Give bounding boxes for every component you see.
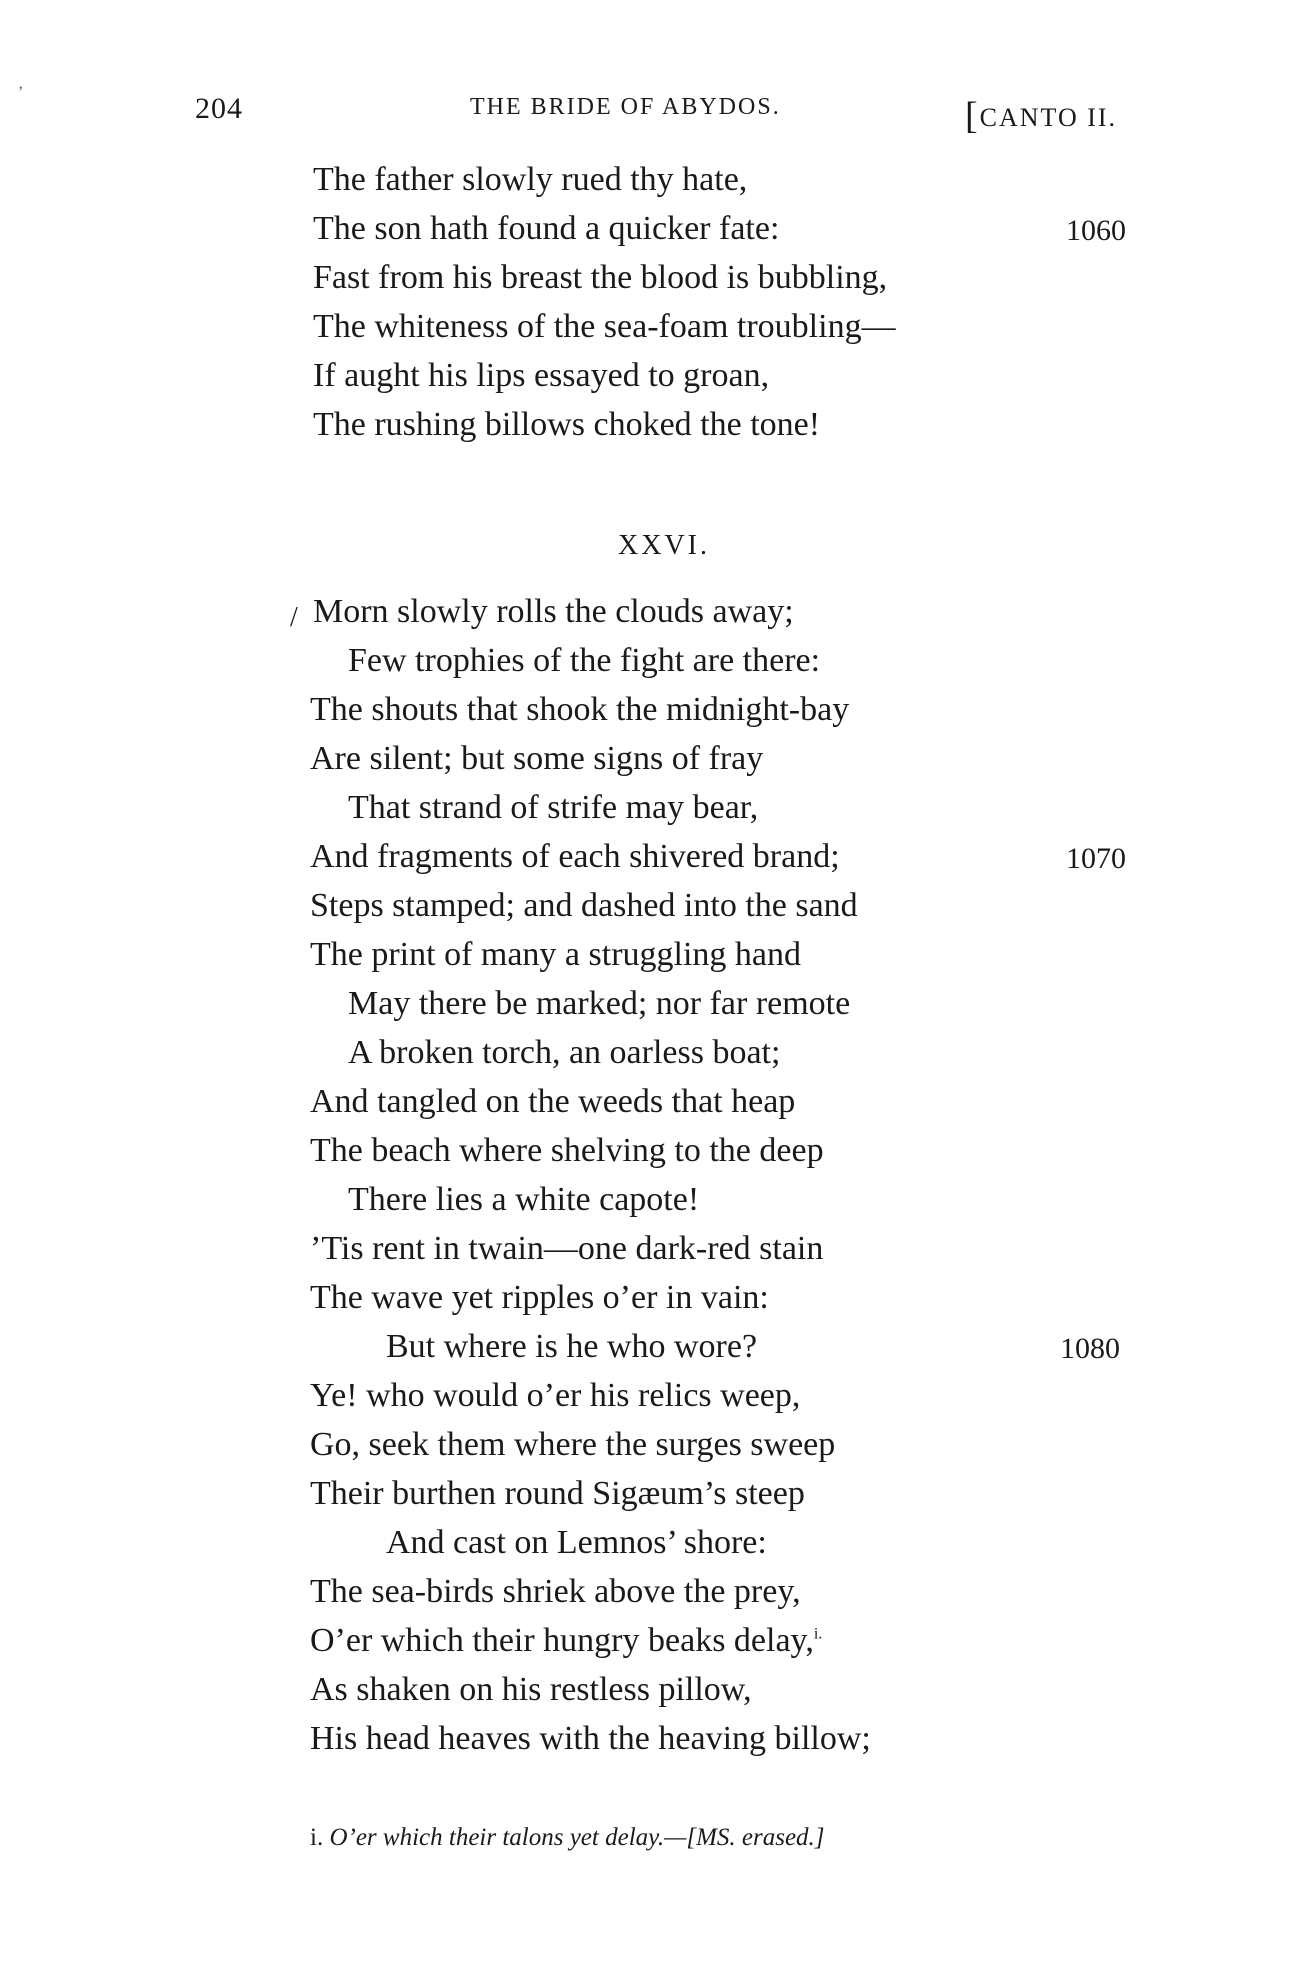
verse-line: Go, seek them where the surges sweep bbox=[310, 1426, 836, 1463]
verse-line: ’Tis rent in twain—one dark-red stain bbox=[310, 1230, 824, 1267]
verse-line: And fragments of each shivered brand; bbox=[310, 838, 840, 875]
line-number: 1080 bbox=[1060, 1332, 1120, 1365]
verse-line: The print of many a struggling hand bbox=[310, 936, 802, 973]
verse-line: Few trophies of the fight are there: bbox=[348, 642, 821, 679]
page-number: 204 bbox=[195, 92, 243, 125]
verse-line: The son hath found a quicker fate: bbox=[313, 210, 780, 247]
verse-line: The shouts that shook the midnight-bay bbox=[310, 691, 850, 728]
verse-line: The whiteness of the sea-foam troubling— bbox=[313, 308, 896, 345]
running-header bbox=[0, 92, 1306, 137]
footnote-text: O’er which their talons yet delay.—[MS. erased.] bbox=[329, 1824, 825, 1851]
stray-mark: ʼ bbox=[18, 84, 24, 101]
verse-line: Fast from his breast the blood is bubbling, bbox=[313, 259, 888, 296]
verse-line: The rushing billows choked the tone! bbox=[313, 406, 821, 443]
verse-line: The beach where shelving to the deep bbox=[310, 1132, 824, 1169]
footnote-reference: i. bbox=[813, 1625, 823, 1643]
verse-line-with-footnote bbox=[310, 1621, 822, 1661]
verse-line: Their burthen round Sigæum’s steep bbox=[310, 1475, 805, 1512]
verse-line: The father slowly rued thy hate, bbox=[313, 161, 748, 198]
margin-mark: / bbox=[290, 602, 298, 633]
verse-line: Morn slowly rolls the clouds away; bbox=[313, 593, 794, 630]
verse-line: The sea-birds shriek above the prey, bbox=[310, 1573, 801, 1610]
verse-line: That strand of strife may bear, bbox=[348, 789, 759, 826]
verse-line: His head heaves with the heaving billow; bbox=[310, 1720, 871, 1757]
canto-text: CANTO II. bbox=[979, 103, 1118, 132]
verse-line: Steps stamped; and dashed into the sand bbox=[310, 887, 858, 924]
verse-line: But where is he who wore? bbox=[386, 1328, 758, 1365]
verse-line: And cast on Lemnos’ shore: bbox=[386, 1524, 767, 1561]
footnote bbox=[310, 1824, 825, 1852]
verse-line: A broken torch, an oarless boat; bbox=[348, 1034, 781, 1071]
verse-line: If aught his lips essayed to groan, bbox=[313, 357, 770, 394]
canto-label bbox=[965, 92, 1117, 136]
footnote-marker: i. bbox=[310, 1824, 324, 1851]
verse-line: Are silent; but some signs of fray bbox=[310, 740, 764, 777]
verse-line: As shaken on his restless pillow, bbox=[310, 1671, 752, 1708]
verse-line: The wave yet ripples o’er in vain: bbox=[310, 1279, 769, 1316]
line-number: 1070 bbox=[1066, 842, 1126, 875]
stanza-heading: XXVI. bbox=[618, 530, 710, 561]
verse-line: Ye! who would o’er his relics weep, bbox=[310, 1377, 801, 1414]
canto-bracket: [ bbox=[965, 95, 980, 137]
verse-text: O’er which their hungry beaks delay, bbox=[310, 1622, 814, 1659]
running-title: THE BRIDE OF ABYDOS. bbox=[470, 94, 781, 120]
verse-line: And tangled on the weeds that heap bbox=[310, 1083, 796, 1120]
verse-line: May there be marked; nor far remote bbox=[348, 985, 851, 1022]
line-number: 1060 bbox=[1066, 214, 1126, 247]
verse-line: There lies a white capote! bbox=[348, 1181, 700, 1218]
